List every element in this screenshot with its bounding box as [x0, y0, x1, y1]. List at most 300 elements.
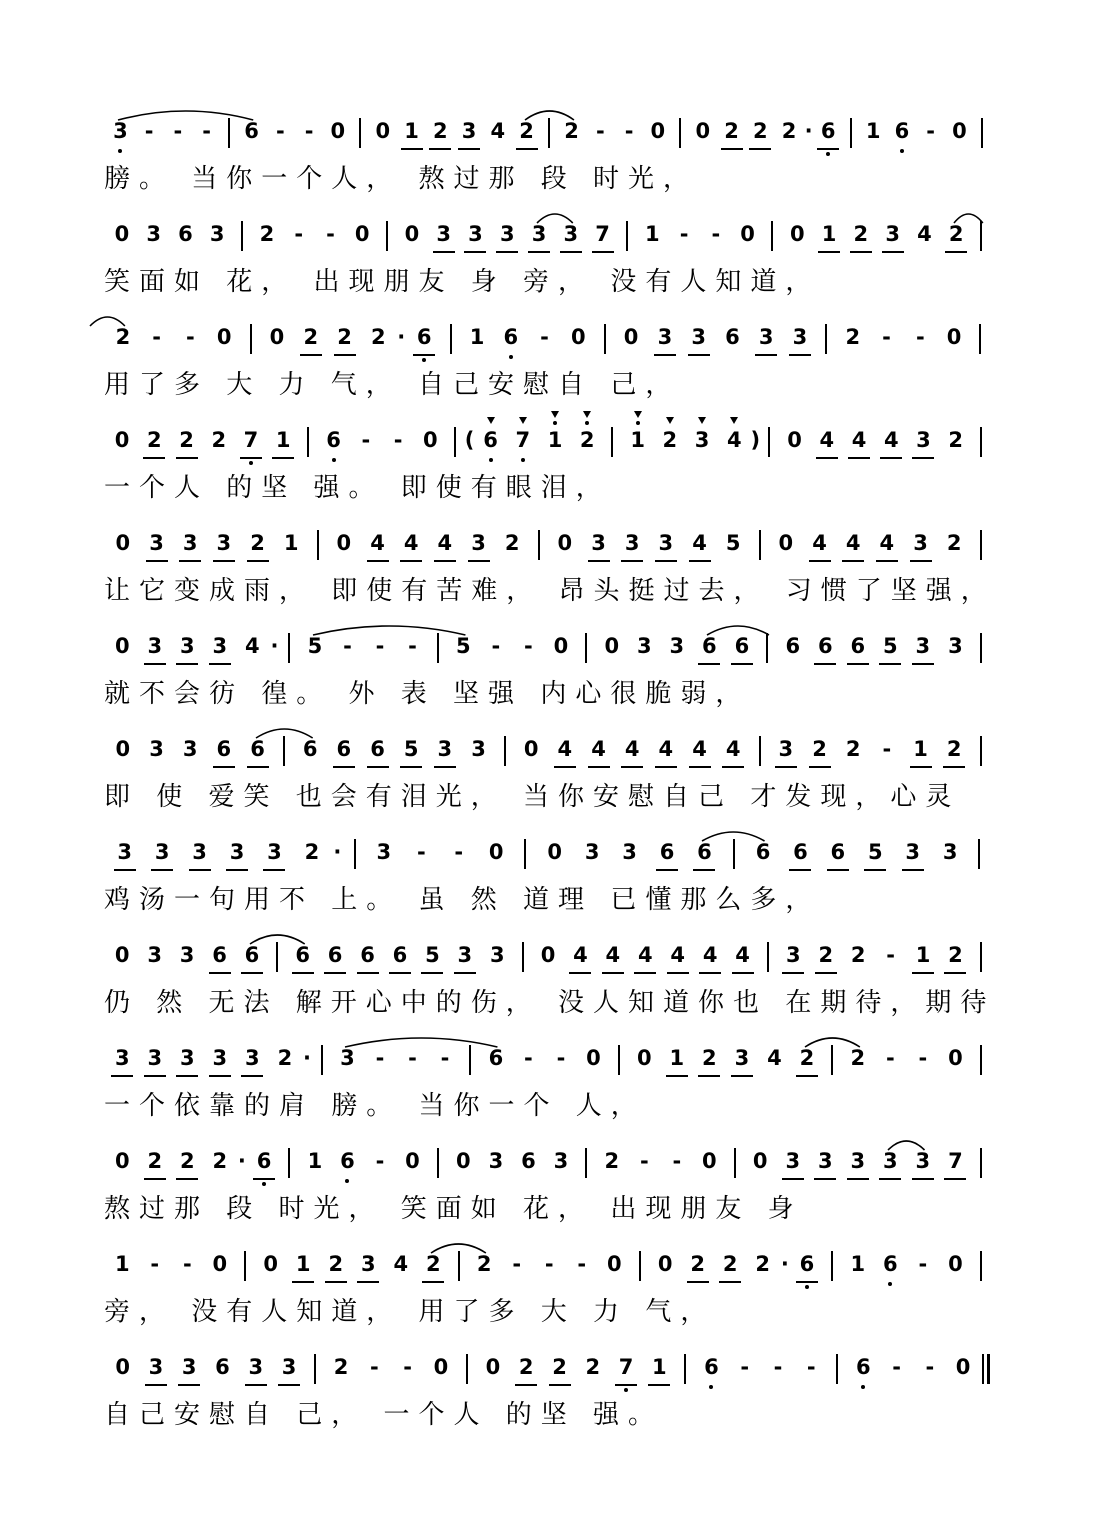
note-digit: 3	[489, 943, 505, 967]
eighth-underline	[667, 972, 689, 974]
eighth-underline	[882, 251, 904, 253]
eighth-underline	[454, 972, 476, 974]
note-digit: 3	[915, 634, 931, 658]
note-digit: 6	[340, 1149, 355, 1173]
lyric-line: 笑面如 花， 出现朋友 身 旁， 没有人知道，	[104, 267, 821, 297]
eighth-underline	[721, 148, 743, 150]
dash-extension: -	[408, 634, 417, 658]
eighth-underline	[458, 148, 480, 150]
eighth-underline	[722, 766, 744, 768]
tie-slur	[254, 720, 315, 740]
note-digit: 3	[182, 531, 198, 555]
eighth-underline	[912, 663, 934, 665]
note-digit: 6	[302, 737, 318, 761]
note-digit: 0	[212, 1252, 228, 1276]
eighth-underline	[151, 869, 173, 871]
note-digit: 3	[179, 634, 195, 658]
eighth-underline	[146, 560, 168, 562]
bar-line	[321, 1045, 323, 1075]
bar-line	[767, 942, 769, 972]
eighth-underline	[357, 972, 379, 974]
bar-line	[228, 118, 230, 148]
note-digit: 6	[327, 943, 343, 967]
note-digit: 3	[340, 1046, 355, 1070]
high-octave-dot	[636, 421, 640, 425]
note-digit: 2	[277, 1046, 293, 1070]
note-digit: 6	[215, 1355, 230, 1379]
note-digit: 0	[422, 428, 438, 452]
note-digit: 4	[557, 737, 573, 761]
note-digit: 4	[692, 531, 707, 555]
score-system	[0, 1249, 1100, 1339]
note-digit: 7	[515, 428, 531, 452]
eighth-underline	[468, 560, 490, 562]
high-octave-dot	[553, 421, 557, 425]
note-digit: 0	[789, 222, 805, 246]
eighth-underline	[367, 560, 389, 562]
note-digit: 2	[115, 325, 131, 349]
note-digit: 2	[948, 222, 964, 246]
note-digit: 4	[692, 737, 707, 761]
eighth-underline	[226, 869, 248, 871]
note-digit: 2	[946, 531, 962, 555]
note-digit: 3	[915, 1149, 931, 1173]
note-digit: 2	[147, 428, 162, 452]
bar-line	[276, 942, 278, 972]
bar-line	[684, 1354, 686, 1384]
note-digit: 0	[336, 531, 352, 555]
note-digit: 6	[785, 634, 801, 658]
dash-extension: -	[886, 943, 895, 967]
note-digit: 3	[657, 325, 673, 349]
note-digit: 2	[519, 119, 534, 143]
note-digit: 6	[704, 1355, 719, 1379]
note-digit: 3	[245, 1046, 260, 1070]
note-digit: 1	[913, 737, 928, 761]
tie-slur	[116, 102, 255, 122]
eighth-underline	[815, 972, 837, 974]
dash-extension: -	[624, 119, 634, 143]
note-digit: 2	[948, 428, 964, 452]
eighth-underline	[689, 560, 711, 562]
dash-extension: -	[926, 119, 935, 143]
eighth-underline	[333, 766, 355, 768]
eighth-underline	[847, 1178, 869, 1180]
note-digit: 3	[182, 737, 198, 761]
note-digit: 7	[243, 428, 259, 452]
note-digit: 2	[426, 1252, 441, 1276]
tie-slur	[952, 205, 985, 225]
note-digit: 0	[269, 325, 285, 349]
eighth-underline	[749, 148, 771, 150]
eighth-underline	[731, 663, 753, 665]
dash-extension: -	[740, 1355, 750, 1379]
bar-line	[437, 633, 439, 663]
dash-extension: -	[918, 1252, 928, 1276]
dash-extension: -	[639, 1149, 649, 1173]
dash-extension: -	[454, 840, 464, 864]
note-digit: 1	[404, 119, 419, 143]
note-digit: 1	[865, 119, 881, 143]
note-digit: 1	[630, 428, 645, 452]
note-digit: 2	[179, 428, 194, 452]
note-digit: 5	[725, 531, 741, 555]
note-digit: 6	[360, 943, 375, 967]
note-digit: 3	[948, 634, 963, 658]
dash-extension: -	[679, 222, 689, 246]
note-digit: 0	[488, 840, 504, 864]
dash-extension: -	[577, 1252, 587, 1276]
note-digit: 0	[114, 634, 130, 658]
bar-line	[766, 633, 768, 663]
eighth-underline	[796, 1281, 818, 1283]
note-digit: 3	[281, 1355, 297, 1379]
dash-extension: -	[182, 1252, 192, 1276]
note-digit: 3	[113, 119, 128, 143]
bar-line	[771, 221, 773, 251]
note-digit: 3	[913, 531, 928, 555]
bar-line	[980, 530, 982, 560]
low-octave-dot	[709, 1385, 713, 1389]
eighth-underline	[292, 1281, 314, 1283]
note-digit: 0	[433, 1355, 449, 1379]
dash-extension: -	[416, 840, 426, 864]
eighth-underline	[912, 457, 934, 459]
eighth-underline	[782, 1178, 804, 1180]
bar-line	[538, 530, 540, 560]
eighth-underline	[176, 457, 198, 459]
note-digit: 4	[245, 634, 260, 658]
note-digit: 4	[767, 1046, 782, 1070]
dash-extension: -	[326, 222, 335, 246]
eighth-underline	[688, 354, 710, 356]
note-digit: 3	[691, 325, 706, 349]
eighth-underline	[621, 560, 643, 562]
eighth-underline	[827, 869, 849, 871]
eighth-underline	[655, 560, 677, 562]
note-digit: 4	[845, 531, 861, 555]
note-digit: 6	[250, 737, 265, 761]
eighth-underline	[814, 663, 836, 665]
eighth-underline	[401, 148, 423, 150]
note-digit: 3	[148, 1355, 164, 1379]
bar-line	[759, 736, 761, 766]
eighth-underline	[912, 972, 934, 974]
note-digit: 0	[485, 1355, 501, 1379]
note-digit: 0	[456, 1149, 471, 1173]
low-octave-dot	[249, 461, 253, 465]
note-digit: 0	[405, 1149, 420, 1173]
eighth-underline	[144, 1178, 166, 1180]
accent-mark	[634, 411, 642, 418]
note-digit: 6	[521, 1149, 536, 1173]
note-digit: 6	[392, 943, 408, 967]
eighth-underline	[588, 560, 610, 562]
eighth-underline	[944, 972, 966, 974]
note-digit: 3	[181, 1355, 197, 1379]
bar-line	[386, 221, 388, 251]
note-digit: 6	[488, 1046, 504, 1070]
eighth-underline	[698, 663, 720, 665]
eighth-underline	[809, 766, 831, 768]
score-system	[0, 1146, 1100, 1236]
note-digit: 3	[624, 531, 640, 555]
note-digit: 4	[726, 428, 742, 452]
score-system	[0, 116, 1100, 206]
score-system	[0, 734, 1100, 824]
eighth-underline	[634, 972, 656, 974]
note-digit: 6	[734, 634, 750, 658]
accent-mark	[551, 411, 559, 418]
note-digit: 6	[503, 325, 519, 349]
eighth-underline	[944, 1178, 966, 1180]
note-digit: 2	[433, 119, 448, 143]
note-digit: 2	[212, 1149, 228, 1173]
lyric-line: 自己安慰自 己， 一个人 的坚 强。	[104, 1400, 664, 1430]
dash-extension: -	[202, 119, 211, 143]
note-digit: 3	[229, 840, 245, 864]
eighth-underline	[588, 766, 610, 768]
tie-slur	[535, 205, 575, 225]
low-octave-dot	[826, 152, 830, 156]
note-digit: 6	[830, 840, 846, 864]
bar-line	[437, 1148, 439, 1178]
dash-extension: -	[304, 119, 314, 143]
eighth-underline	[178, 1384, 200, 1386]
note-digit: 3	[209, 222, 225, 246]
eighth-underline	[114, 869, 136, 871]
note-digit: 0	[114, 222, 130, 246]
dash-extension: -	[882, 737, 892, 761]
low-octave-dot	[521, 458, 525, 462]
bracket: )	[750, 428, 761, 452]
dash-extension: -	[150, 1252, 160, 1276]
note-digit: 2	[753, 119, 768, 143]
note-digit: 2	[702, 1046, 717, 1070]
note-digit: 2	[333, 1355, 349, 1379]
lyric-line: 旁， 没有人知道， 用了多 大 力 气，	[104, 1297, 716, 1327]
eighth-underline	[902, 869, 924, 871]
note-digit: 3	[942, 840, 958, 864]
dash-extension: -	[294, 222, 304, 246]
note-digit: 5	[425, 943, 440, 967]
eighth-underline	[687, 1281, 709, 1283]
note-digit: 0	[702, 1149, 717, 1173]
low-octave-dot	[118, 149, 122, 153]
eighth-underline	[300, 354, 322, 356]
note-digit: 3	[114, 1046, 130, 1070]
note-digit: 6	[894, 119, 910, 143]
note-digit: 2	[722, 1252, 738, 1276]
note-digit: 0	[557, 531, 573, 555]
eighth-underline	[400, 560, 422, 562]
eighth-underline	[357, 1281, 379, 1283]
eighth-underline	[292, 972, 314, 974]
tie-slur	[523, 102, 576, 122]
note-digit: 0	[263, 1252, 279, 1276]
eighth-underline	[400, 766, 422, 768]
note-digit: 2	[818, 943, 834, 967]
eighth-underline	[842, 560, 864, 562]
low-octave-dot	[624, 1388, 628, 1392]
dash-extension: -	[276, 119, 285, 143]
dash-extension: -	[375, 1149, 385, 1173]
note-digit: 3	[457, 943, 473, 967]
note-digit: 4	[819, 428, 835, 452]
lyric-line: 即 使 爱笑 也会有泪光， 当你安慰自己 才发现，心灵	[104, 782, 961, 812]
lyric-line: 一个依靠的肩 膀。 当你一个 人，	[104, 1091, 646, 1121]
note-digit: 2	[328, 1252, 344, 1276]
final-bar-line	[982, 1354, 988, 1384]
dash-extension: -	[540, 325, 549, 349]
note-digit: 3	[248, 1355, 264, 1379]
note-digit: 0	[115, 737, 131, 761]
bar-line	[639, 1251, 641, 1281]
eighth-underline	[213, 560, 235, 562]
note-digit: 6	[212, 943, 227, 967]
bar-line	[759, 530, 761, 560]
eighth-underline	[945, 251, 967, 253]
eighth-underline	[569, 972, 591, 974]
lyric-line: 仍 然 无法 解开心中的伤， 没人知道你也 在期待，期待	[104, 988, 996, 1018]
bar-line	[850, 118, 852, 148]
note-digit: 4	[917, 222, 932, 246]
note-digit: 0	[650, 119, 666, 143]
note-digit: 3	[734, 1046, 750, 1070]
eighth-underline	[912, 1178, 934, 1180]
bar-line	[618, 1045, 620, 1075]
eighth-underline	[755, 354, 777, 356]
note-digit: 3	[584, 840, 600, 864]
eighth-underline	[847, 663, 869, 665]
eighth-underline	[689, 766, 711, 768]
tie-slur	[248, 926, 307, 946]
accent-mark	[698, 417, 706, 424]
tie-slur	[886, 1132, 927, 1152]
note-digit: 2	[147, 1149, 163, 1173]
tie-slur	[705, 617, 771, 637]
eighth-underline	[464, 251, 486, 253]
note-digit: 2	[518, 1355, 534, 1379]
note-digit: 0	[375, 119, 391, 143]
note-digit: 0	[604, 634, 620, 658]
eighth-underline	[325, 1281, 347, 1283]
eighth-underline	[910, 766, 932, 768]
note-digit: 0	[695, 119, 711, 143]
note-digit: 3	[778, 737, 794, 761]
eighth-underline	[528, 251, 550, 253]
eighth-underline	[111, 1075, 133, 1077]
note-digit: 2	[304, 840, 320, 864]
note-digit: 6	[659, 840, 675, 864]
bar-line	[307, 427, 309, 457]
dash-extension: -	[440, 1046, 450, 1070]
eighth-underline	[189, 869, 211, 871]
dotted-rhythm: ·	[302, 1046, 311, 1070]
eighth-underline	[693, 869, 715, 871]
note-digit: 3	[147, 634, 163, 658]
note-digit: 3	[786, 943, 801, 967]
note-digit: 4	[702, 943, 718, 967]
low-octave-dot	[509, 355, 513, 359]
lyric-line: 让它变成雨， 即使有苦难， 昂头挺过去， 习惯了坚强，	[104, 576, 996, 606]
eighth-underline	[209, 972, 231, 974]
low-octave-dot	[805, 1285, 809, 1289]
bar-line	[734, 1148, 736, 1178]
note-digit: 1	[469, 325, 485, 349]
note-digit: 2	[853, 222, 869, 246]
note-digit: 6	[697, 840, 712, 864]
eighth-underline	[654, 354, 676, 356]
note-digit: 6	[820, 119, 836, 143]
note-digit: 3	[471, 737, 486, 761]
dash-extension: -	[711, 222, 721, 246]
bar-line	[548, 118, 550, 148]
note-digit: 3	[360, 1252, 376, 1276]
note-digit: 3	[216, 531, 232, 555]
note-digit: 3	[436, 222, 452, 246]
note-digit: 7	[948, 1149, 963, 1173]
eighth-underline	[655, 766, 677, 768]
note-digit: 0	[623, 325, 639, 349]
eighth-underline	[789, 869, 811, 871]
eighth-underline	[144, 1075, 166, 1077]
note-digit: 0	[586, 1046, 601, 1070]
note-digit: 3	[267, 840, 282, 864]
note-digit: 6	[850, 634, 866, 658]
note-digit: 2	[337, 325, 352, 349]
eighth-underline	[144, 663, 166, 665]
eighth-underline	[496, 251, 518, 253]
eighth-underline	[241, 1075, 263, 1077]
low-octave-dot	[422, 358, 426, 362]
note-digit: 2	[604, 1149, 620, 1173]
bar-line	[626, 221, 628, 251]
note-digit: 0	[778, 531, 794, 555]
score-system	[0, 322, 1100, 412]
eighth-underline	[782, 972, 804, 974]
score-system	[0, 219, 1100, 309]
eighth-underline	[434, 766, 456, 768]
eighth-underline	[176, 1178, 198, 1180]
eighth-underline	[253, 1178, 275, 1180]
note-digit: 6	[883, 1252, 898, 1276]
note-digit: 1	[652, 1355, 667, 1379]
eighth-underline	[699, 972, 721, 974]
eighth-underline	[910, 560, 932, 562]
bar-line	[679, 118, 681, 148]
note-digit: 3	[817, 1149, 833, 1173]
eighth-underline	[775, 766, 797, 768]
note-digit: 3	[916, 428, 931, 452]
eighth-underline	[334, 354, 356, 356]
eighth-underline	[433, 251, 455, 253]
note-digit: 0	[540, 943, 556, 967]
bar-line	[978, 839, 980, 869]
eighth-underline	[554, 766, 576, 768]
note-digit: 3	[658, 531, 674, 555]
bar-line	[611, 427, 613, 457]
note-digit: 2	[504, 531, 520, 555]
note-digit: 7	[618, 1355, 634, 1379]
eighth-underline	[515, 1384, 537, 1386]
note-digit: 0	[637, 1046, 652, 1070]
note-digit: 3	[694, 428, 710, 452]
dash-extension: -	[361, 428, 371, 452]
note-digit: 6	[725, 325, 740, 349]
note-digit: 0	[948, 1046, 963, 1070]
dash-extension: -	[375, 634, 385, 658]
